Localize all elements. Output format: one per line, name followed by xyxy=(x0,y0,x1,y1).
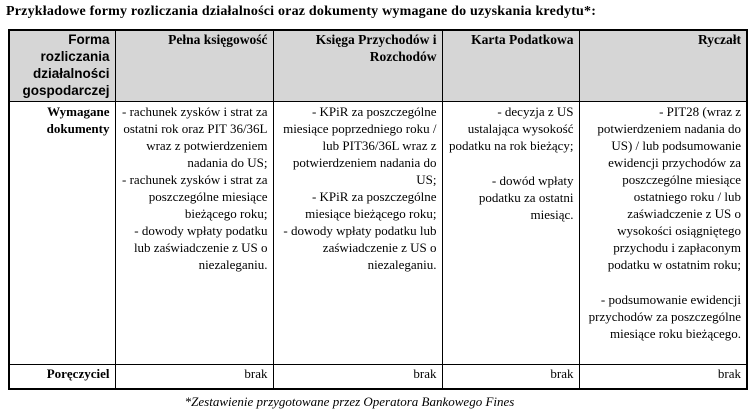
cell-guarantor-kpir: brak xyxy=(273,364,442,389)
header-ksiega-przychodow-rozchodow: Księga Przychodów i Rozchodów xyxy=(273,30,442,101)
header-pelna-ksiegowosc: Pełna księgowość xyxy=(115,30,273,101)
doc-item: - KPiR za poszczególne miesiące poprzedniego roku / lub PIT36/36L wraz z potwierdzeniem nadania do US; xyxy=(283,103,437,187)
doc-item: - podsumowanie ewidencji przychodów za poszczególne miesiące roku bieżącego. xyxy=(588,291,741,341)
doc-item: - dowody wpłaty podatku lub zaświadczenie z US o niezaleganiu. xyxy=(283,222,437,272)
cell-docs-ryczalt xyxy=(579,101,747,364)
doc-item: - KPiR za poszczególne miesiące bieżącego roku; xyxy=(305,188,437,221)
header-ryczalt: Ryczałt xyxy=(579,30,747,101)
guarantor-row xyxy=(9,364,747,389)
required-documents-row xyxy=(9,101,747,364)
doc-item: - dowód wpłaty podatku za ostatni miesiąc. xyxy=(478,172,574,222)
header-karta-podatkowa: Karta Podatkowa xyxy=(442,30,579,101)
row-label-wymagane-dokumenty: Wymagane dokumenty xyxy=(9,101,115,364)
row-label-poreczyciel: Poręczyciel xyxy=(9,364,115,389)
header-forma-rozliczania: Forma rozliczania działalności gospodarczej xyxy=(9,30,115,101)
cell-docs-pelna-ksiegowosc xyxy=(115,101,273,364)
cell-guarantor-ryczalt: brak xyxy=(579,364,747,389)
doc-item: - rachunek zysków i strat za poszczególne miesiące bieżącego roku; xyxy=(122,171,268,221)
doc-item: - dowody wpłaty podatku lub zaświadczenie z US o niezaleganiu. xyxy=(133,222,268,272)
cell-guarantor-karta-podatkowa: brak xyxy=(442,364,579,389)
table-header-row xyxy=(9,30,747,101)
page-title: Przykładowe formy rozliczania działalności oraz dokumenty wymagane do uzyskania kredytu*: xyxy=(6,4,597,19)
doc-item: - decyzja z US ustalająca wysokość podatku na rok bieżący; xyxy=(448,103,574,153)
cell-docs-kpir xyxy=(273,101,442,364)
cell-guarantor-pelna-ksiegowosc: brak xyxy=(115,364,273,389)
credit-requirements-table xyxy=(8,29,748,390)
doc-item: - PIT28 (wraz z potwierdzeniem nadania do US) / lub podsumowanie ewidencji przychodów za poszczególne miesiące ostatniego roku / lub zaświadczenie z US o wysokości osiągniętego przychodu i zapłaconym podatku w ostatnim roku; xyxy=(597,103,741,272)
footnote: *Zestawienie przygotowane przez Operatora Bankowego Fines xyxy=(184,393,515,409)
cell-docs-karta-podatkowa xyxy=(442,101,579,364)
doc-item: - rachunek zysków i strat za ostatni rok oraz PIT 36/36L wraz z potwierdzeniem nadania do US; xyxy=(122,103,268,170)
